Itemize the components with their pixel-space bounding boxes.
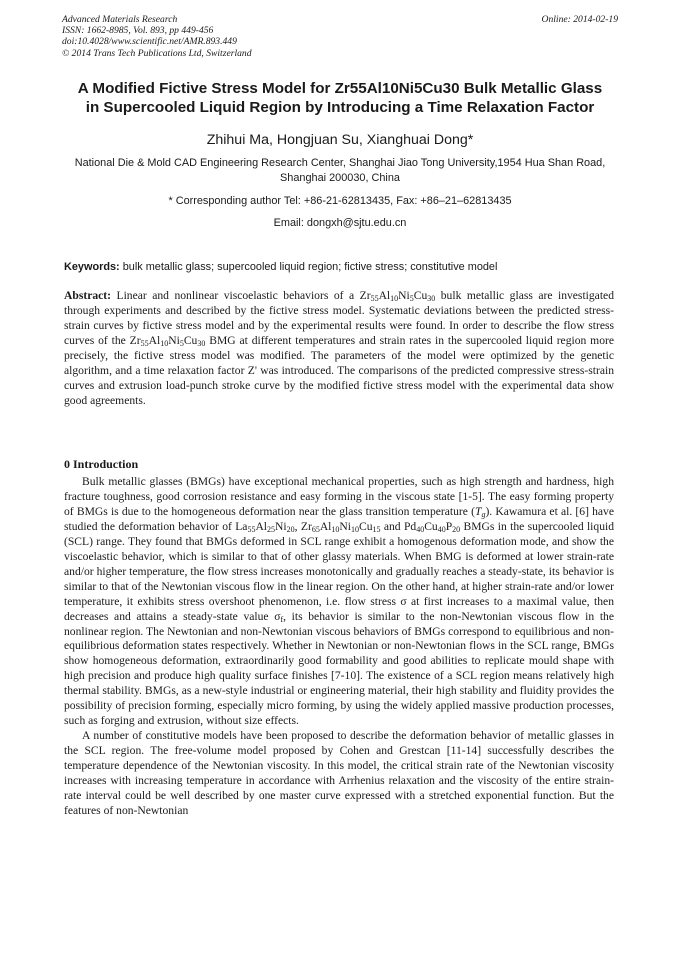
formula-alloy: $Zr_{65}Al_{10}Ni_{10}Cu_{15}$ bbox=[300, 519, 381, 534]
copyright-line: © 2014 Trans Tech Publications Ltd, Switzerland bbox=[62, 47, 252, 59]
doi-line: doi:10.4028/www.scientific.net/AMR.893.449 bbox=[62, 36, 237, 48]
keywords bbox=[64, 260, 624, 274]
intro-paragraph-2: A number of constitutive models have been proposed to describe the deformation behavior of metallic glasses in the SCL region. The free-volume model proposed by Cohen and Grestcan [11-14] successfully describes the temperature dependence of the Newtonian viscosity. In this model, the critical strain rate of the Newtonian viscosity increases with increasing temperature in accordance with Arrhenius relaxation and the viscosity of the entire strain-rate interval could be well described by one master curve expressed with a stretched exponential function. But the features of non-Newtonian bbox=[64, 729, 614, 817]
affiliation: National Die & Mold CAD Engineering Research Center, Shanghai Jiao Tong University,1954 Hua Shan Road, Shanghai 200030, China bbox=[74, 157, 606, 184]
section-heading: 0 Introduction bbox=[64, 457, 139, 471]
tg-symbol: $T_g$ bbox=[474, 504, 486, 519]
title-line-2: in Supercooled Liquid Region by Introducing a Time Relaxation Factor bbox=[85, 99, 595, 116]
abstract-text-3: BMG at different temperatures and strain rates in the supercooled liquid region more precisely, the fictive stress model was modified. The parameters of the model were optimized by the genetic algorithm, and a time relaxation factor Z' was introduced. The comparisons of the predicted compressive stress-strain curves and extrusion load-punch stroke curve by the modified fictive stress model with the experimental data show good agreements. bbox=[64, 333, 614, 407]
journal-header bbox=[62, 14, 618, 59]
formula-alloy: $Pd_{40}Cu_{40}P_{20}$ bbox=[403, 519, 461, 534]
corresponding-author: * Corresponding author Tel: +86-21-62813435, Fax: +86–21–62813435 bbox=[168, 195, 512, 207]
abstract bbox=[64, 289, 614, 409]
issn-line: ISSN: 1662-8985, Vol. 893, pp 449-456 bbox=[62, 25, 214, 37]
formula-alloy: $La_{55}Al_{25}Ni_{20}$ bbox=[235, 519, 295, 534]
online-date: Online: 2014-02-19 bbox=[541, 14, 618, 25]
paper-title bbox=[56, 79, 624, 117]
abstract-label: Abstract: bbox=[64, 289, 112, 302]
formula-alloy: $Zr_{55}Al_{10}Ni_5Cu_{30}$ bbox=[129, 333, 206, 348]
formula-alloy: $Zr_{55}Al_{10}Ni_5Cu_{30}$ bbox=[359, 289, 436, 303]
keywords-label: Keywords: bbox=[64, 261, 120, 273]
intro-paragraph-1: Bulk metallic glasses (BMGs) have exceptional mechanical properties, such as high strength and hardness, high fracture toughness, good corrosion resistance and easy forming in the viscous state [1-5]. The easy forming property of BMGs is due to the homogeneous deformation near the glass transition temperature $(T_g)$. Kawamura et al. [6] have studied the deformation behavior of $La_{55}Al_{25}Ni_{20}$, $Zr_{65}Al_{10}Ni_{10}Cu_{15}$ and $Pd_{40}Cu_{40}P_{20}$ BMGs in the supercooled liquid (SCL) range. They found that BMGs deformed in SCL range exhibit a homogenous deformation mode, and show the viscoelastic behavior, which is similar to that of other glassy materials. When BMG is deformed at lower strain-rate and/or higher temperature, the flow stress increases monotonically and gradually reaches a steady-state, its behavior is similar to that of the Newtonian viscous flow in the linear region. On the other hand, at higher strain-rate and/or lower temperature, it exhibits stress overshoot phenomenon, i.e. flow stress σ at first increases to a maximal value, then decreases and attains a steady-state value $\sigma_f$, its behavior is similar to the non-Newtonian viscous flow in the nonlinear region. The Newtonian and non-Newtonian viscous behaviors of BMGs correspond to equilibrious and non-equilibrious deformation states respectively. Whether in Newtonian or non-Newtonian flows in the SCL range, BMGs show homogeneous deformation, extraordinarily good formability and good abilities to replicate mould shape with high precision and produce high quality surface finishes [7-10]. The existence of a SCL region means relatively high thermal stability. BMGs, as a new-style industrial or engineering material, their high stability and fluidity provides the possibility of precision forming, especially micro forming, by using the widely applied massive production processes, such as forging and extrusion, without size effects. bbox=[64, 475, 615, 728]
keywords-text: bulk metallic glass; supercooled liquid region; fictive stress; constitutive model bbox=[122, 261, 498, 273]
journal-name: Advanced Materials Research bbox=[62, 14, 178, 25]
email-line: Email: dongxh@sjtu.edu.cn bbox=[273, 217, 407, 229]
introduction-body bbox=[64, 475, 614, 819]
author-list: Zhihui Ma, Hongjuan Su, Xianghuai Dong* bbox=[206, 132, 474, 148]
abstract-text-2: bulk metallic glass are investigated through experiments and described by the fictive stress model. Systematic deviations between the predicted stress-strain curves by fictive stress model and by the experimental results were found. In order to describe the flow stress curves of the bbox=[64, 289, 614, 347]
abstract-text-1: Linear and nonlinear viscoelastic behaviors of a bbox=[116, 289, 360, 302]
title-line-1: A Modified Fictive Stress Model for Zr55Al10Ni5Cu30 Bulk Metallic Glass bbox=[77, 80, 603, 97]
